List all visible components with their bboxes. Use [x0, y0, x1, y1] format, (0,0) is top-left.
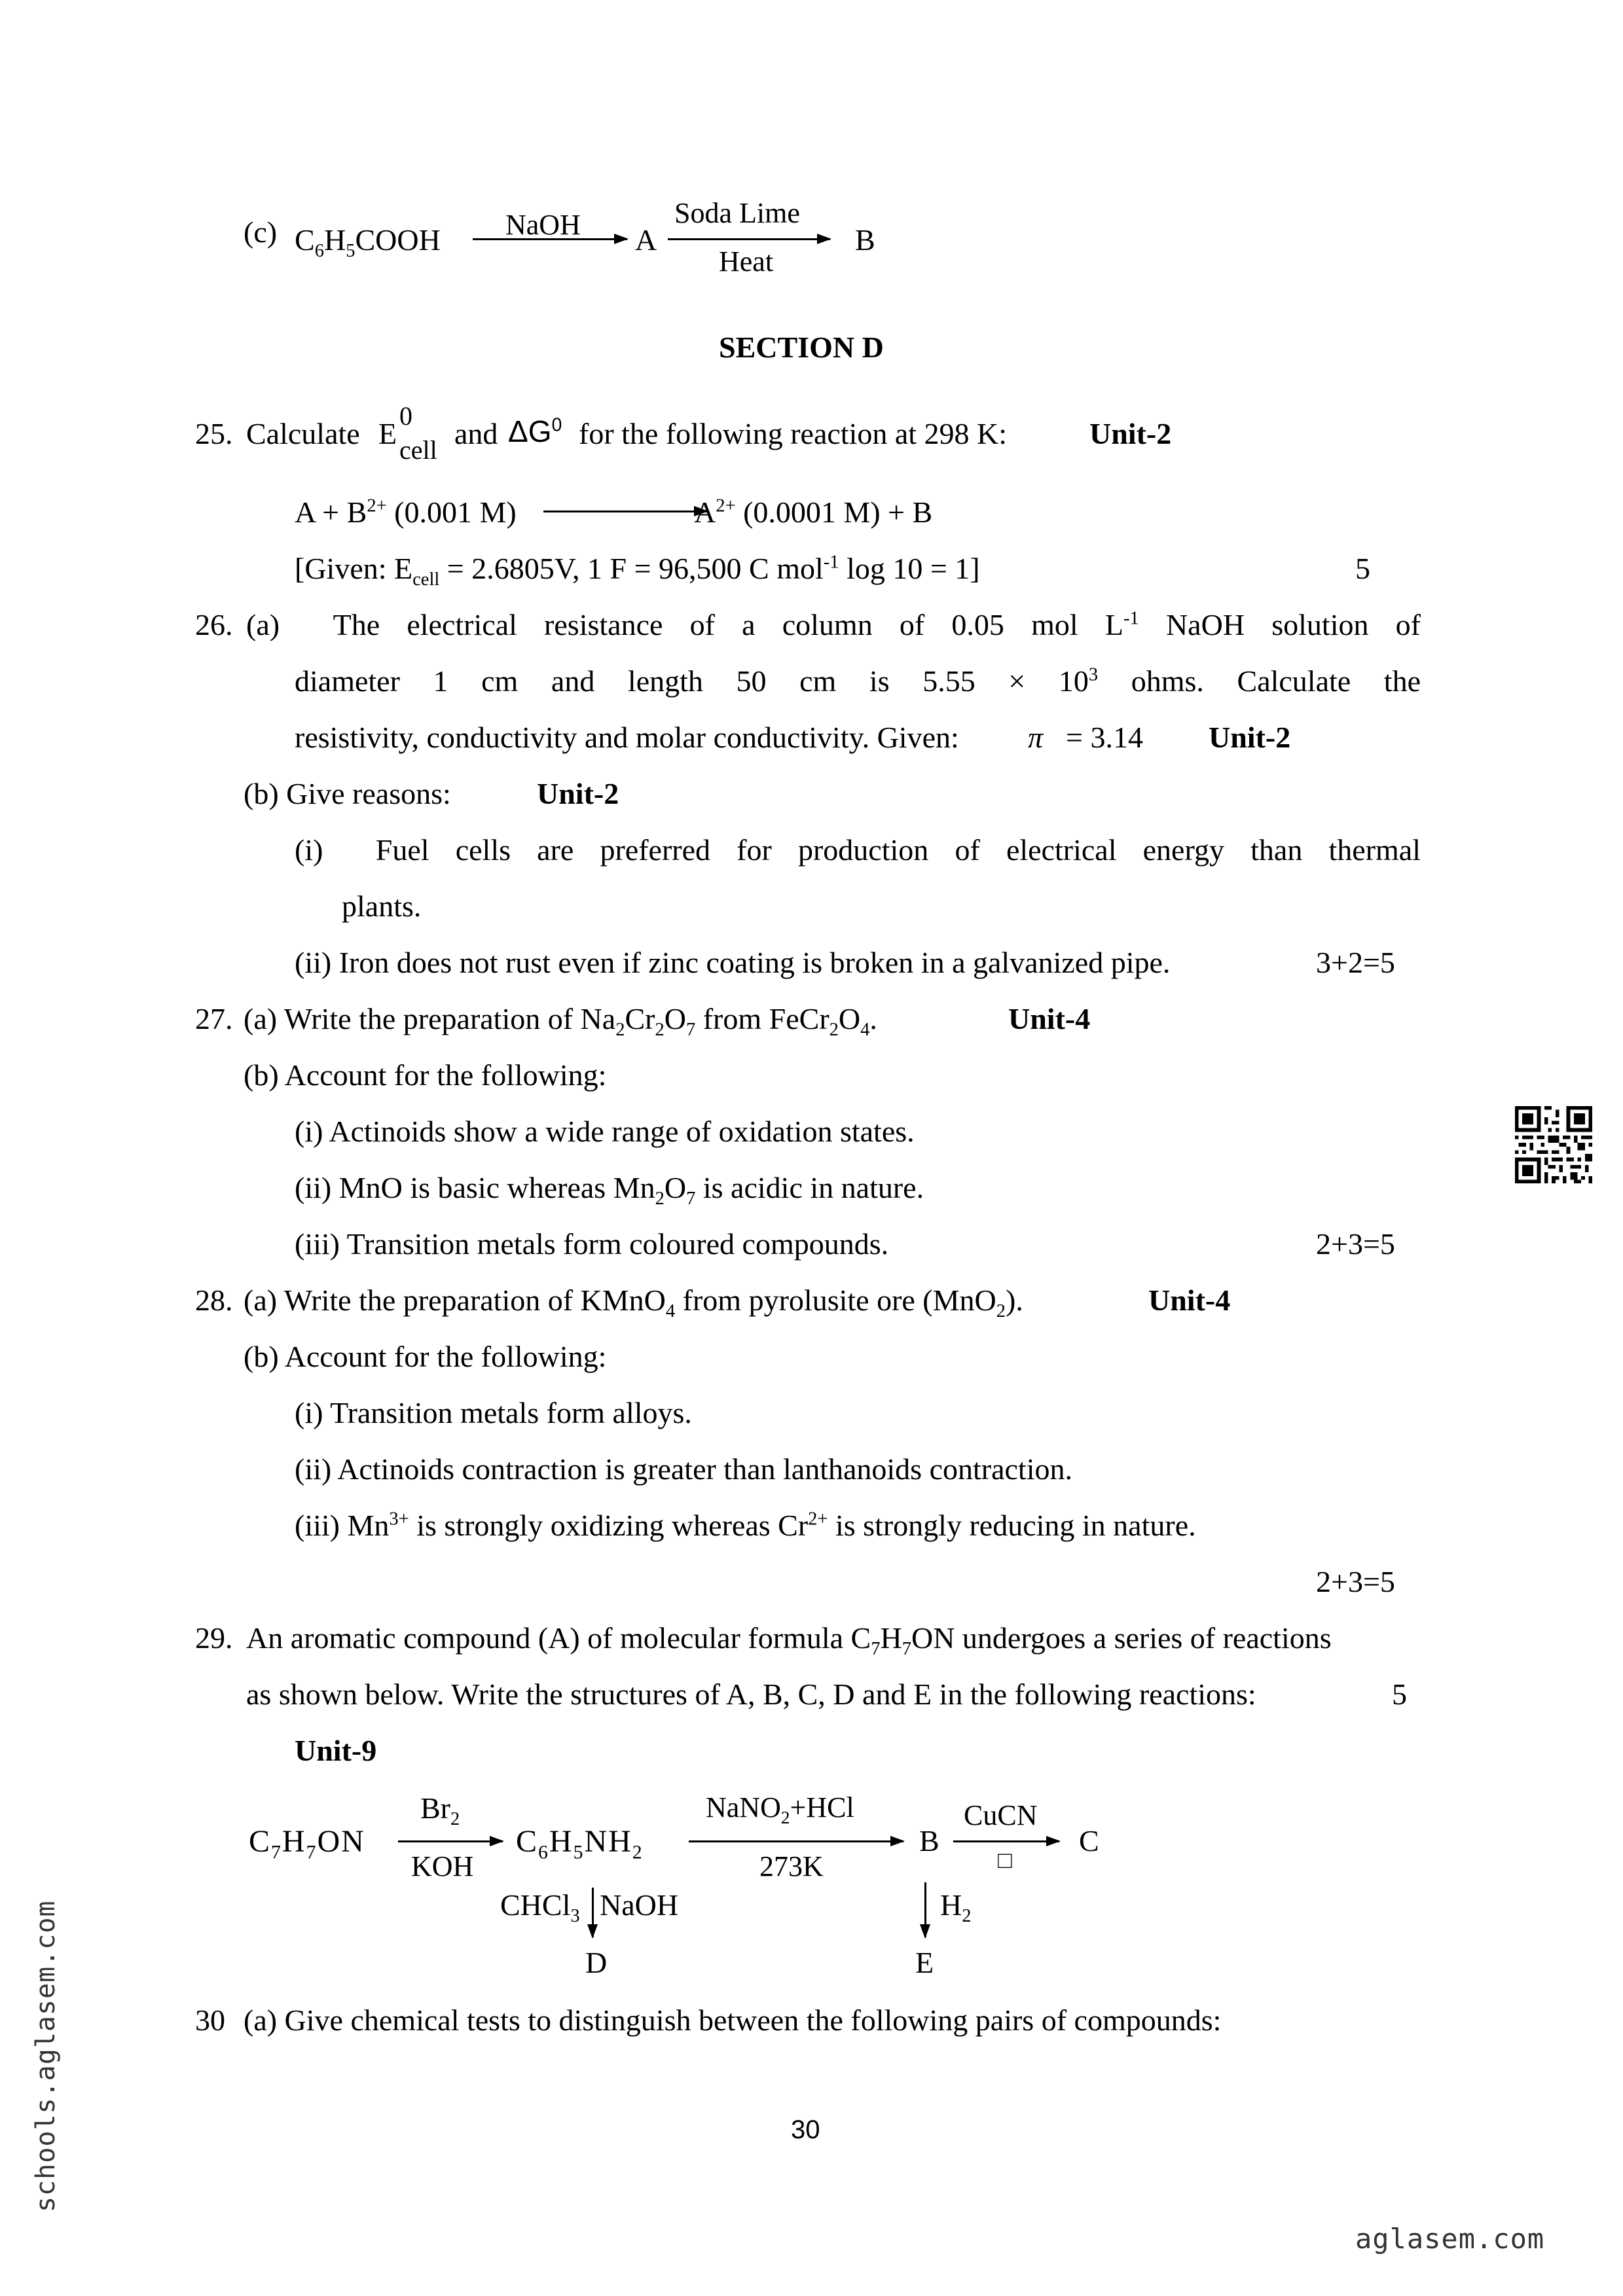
- q25-given: [Given: $E_{cell} = 2.6805V$, 1 F = 96,500 C mol$^{-1}$ log 10 = 1]: [295, 552, 980, 590]
- q27-a: (a) Write the preparation of $Na_2Cr_2O_7$ from $FeCr_2O_4$.: [244, 1002, 877, 1041]
- q28-i: (i) Transition metals form alloys.: [295, 1396, 692, 1429]
- scheme-b: B: [919, 1824, 939, 1857]
- scheme-down-arrow-2: [924, 1882, 926, 1937]
- part-c-product-b: B: [855, 223, 875, 257]
- q26-b-i-line2: plants.: [342, 889, 422, 923]
- qr-code-icon: [1515, 1106, 1592, 1183]
- part-c-reagent2-top: Soda Lime: [674, 197, 800, 229]
- q26-a-line3: resistivity, conductivity and molar conductivity. Given:: [295, 721, 959, 754]
- q27-number: 27.: [195, 1002, 233, 1035]
- q25-reaction-lhs: $A + B^{2+}$ (0.001 M): [295, 495, 517, 529]
- scheme-r1-bottom: KOH: [411, 1850, 474, 1882]
- part-c-arrow-1: [473, 238, 627, 240]
- q28-marks: 2+3=5: [1316, 1565, 1395, 1598]
- q28-unit: Unit-4: [1148, 1283, 1231, 1317]
- q25-marks: 5: [1355, 552, 1370, 585]
- part-c-reactant: $C_6H_5COOH$: [295, 223, 441, 262]
- scheme-e: E: [915, 1946, 934, 1979]
- scheme-c: C: [1079, 1824, 1099, 1857]
- q26-b-ii: (ii) Iron does not rust even if zinc coating is broken in a galvanized pipe.: [295, 946, 1171, 979]
- q25-delta-g: $\Delta G^0$: [508, 414, 562, 448]
- q25-reaction-arrow: [543, 511, 707, 512]
- q26-b-label: (b) Give reasons:: [244, 777, 451, 810]
- q29-unit: Unit-9: [295, 1734, 377, 1767]
- scheme-arrow-2: [689, 1840, 903, 1842]
- q26-a-line2: diameter 1 cm and length 50 cm is $5.55 \times 10^3$ ohms. Calculate the: [295, 664, 1421, 698]
- q27-unit: Unit-4: [1008, 1002, 1091, 1035]
- q28-ii: (ii) Actinoids contraction is greater than lanthanoids contraction.: [295, 1452, 1072, 1486]
- scheme-arrow-3: [953, 1840, 1059, 1842]
- q27-b: (b) Account for the following:: [244, 1058, 607, 1092]
- q26-b-i-line1: (i) Fuel cells are preferred for production of electrical energy than thermal: [295, 833, 1421, 867]
- q27-i: (i) Actinoids show a wide range of oxidation states.: [295, 1115, 915, 1148]
- scheme-down1-left: CHCl$_3$: [500, 1888, 580, 1927]
- q26-unit-b: Unit-2: [537, 777, 619, 810]
- watermark-side: schools.aglasem.com: [31, 1900, 61, 2212]
- q26-a-line1: (a) The electrical resistance of a column of 0.05 mol $L^{-1}$ NaOH solution of: [246, 608, 1421, 641]
- q30-a: (a) Give chemical tests to distinguish between the following pairs of compounds:: [244, 2003, 1222, 2037]
- q27-iii: (iii) Transition metals form coloured compounds.: [295, 1227, 889, 1261]
- q29-marks: 5: [1392, 1677, 1407, 1711]
- q25-number: 25.: [195, 417, 233, 450]
- q30-number: 30: [195, 2003, 225, 2037]
- section-heading: SECTION D: [719, 331, 884, 364]
- q25-ecell-symbol: E: [378, 417, 397, 450]
- q26-pi-value: = 3.14: [1066, 721, 1143, 754]
- q28-a: (a) Write the preparation of KMnO$_4$ from pyrolusite ore (MnO$_2$).: [244, 1283, 1023, 1322]
- q29-number: 29.: [195, 1621, 233, 1655]
- scheme-down-arrow-1: [592, 1888, 594, 1937]
- scheme-r2-bottom: 273K: [759, 1850, 824, 1882]
- q25-reaction-rhs: $A^{2+}$ (0.0001 M) + B: [694, 495, 933, 529]
- q26-marks: 3+2=5: [1316, 946, 1395, 979]
- page-number: 30: [791, 2115, 820, 2144]
- scheme-d: D: [585, 1946, 608, 1979]
- q25-ecell-subscript: cell: [399, 435, 437, 465]
- scheme-down1-right: NaOH: [600, 1888, 679, 1922]
- scheme-r3-bottom: □: [998, 1847, 1012, 1873]
- q25-text-pre: Calculate: [246, 417, 360, 450]
- scheme-r3-top: CuCN: [964, 1799, 1038, 1831]
- q25-ecell-superscript: 0: [399, 401, 412, 431]
- q28-b: (b) Account for the following:: [244, 1340, 607, 1373]
- q29-line1: An aromatic compound (A) of molecular formula $C_7H_7ON$ undergoes a series of reactions: [246, 1621, 1332, 1660]
- q25-text-post: for the following reaction at 298 K:: [579, 417, 1008, 450]
- q26-pi-symbol: π: [1028, 721, 1044, 754]
- scheme-r2-top: NaNO$_2$+HCl: [706, 1791, 854, 1827]
- q28-iii: (iii) $Mn^{3+}$ is strongly oxidizing whereas $Cr^{2+}$ is strongly reducing in nature.: [295, 1509, 1196, 1542]
- q26-unit-a: Unit-2: [1209, 721, 1291, 754]
- q27-ii: (ii) MnO is basic whereas $Mn_2O_7$ is acidic in nature.: [295, 1171, 924, 1210]
- part-c-product-a: A: [635, 223, 657, 257]
- scheme-r1-top: $Br_2$: [420, 1791, 460, 1830]
- part-c-arrow-2: [668, 238, 830, 240]
- scheme-amine: $C_6H_5NH_2$: [516, 1824, 644, 1863]
- q28-number: 28.: [195, 1283, 233, 1317]
- part-c-reagent2-bottom: Heat: [719, 245, 774, 278]
- q29-line2: as shown below. Write the structures of A, B, C, D and E in the following reactions:: [246, 1677, 1256, 1711]
- part-c-label: (c): [244, 215, 278, 249]
- scheme-start: $C_7H_7ON$: [249, 1824, 365, 1863]
- q27-marks: 2+3=5: [1316, 1227, 1395, 1261]
- scheme-arrow-1: [398, 1840, 503, 1842]
- part-c-reagent1: NaOH: [505, 209, 581, 241]
- q25-and: and: [454, 417, 498, 450]
- watermark-bottom: aglasem.com: [1355, 2223, 1545, 2255]
- q25-unit: Unit-2: [1089, 417, 1172, 450]
- scheme-down2-right: $H_2$: [940, 1888, 972, 1927]
- q26-number: 26.: [195, 608, 233, 641]
